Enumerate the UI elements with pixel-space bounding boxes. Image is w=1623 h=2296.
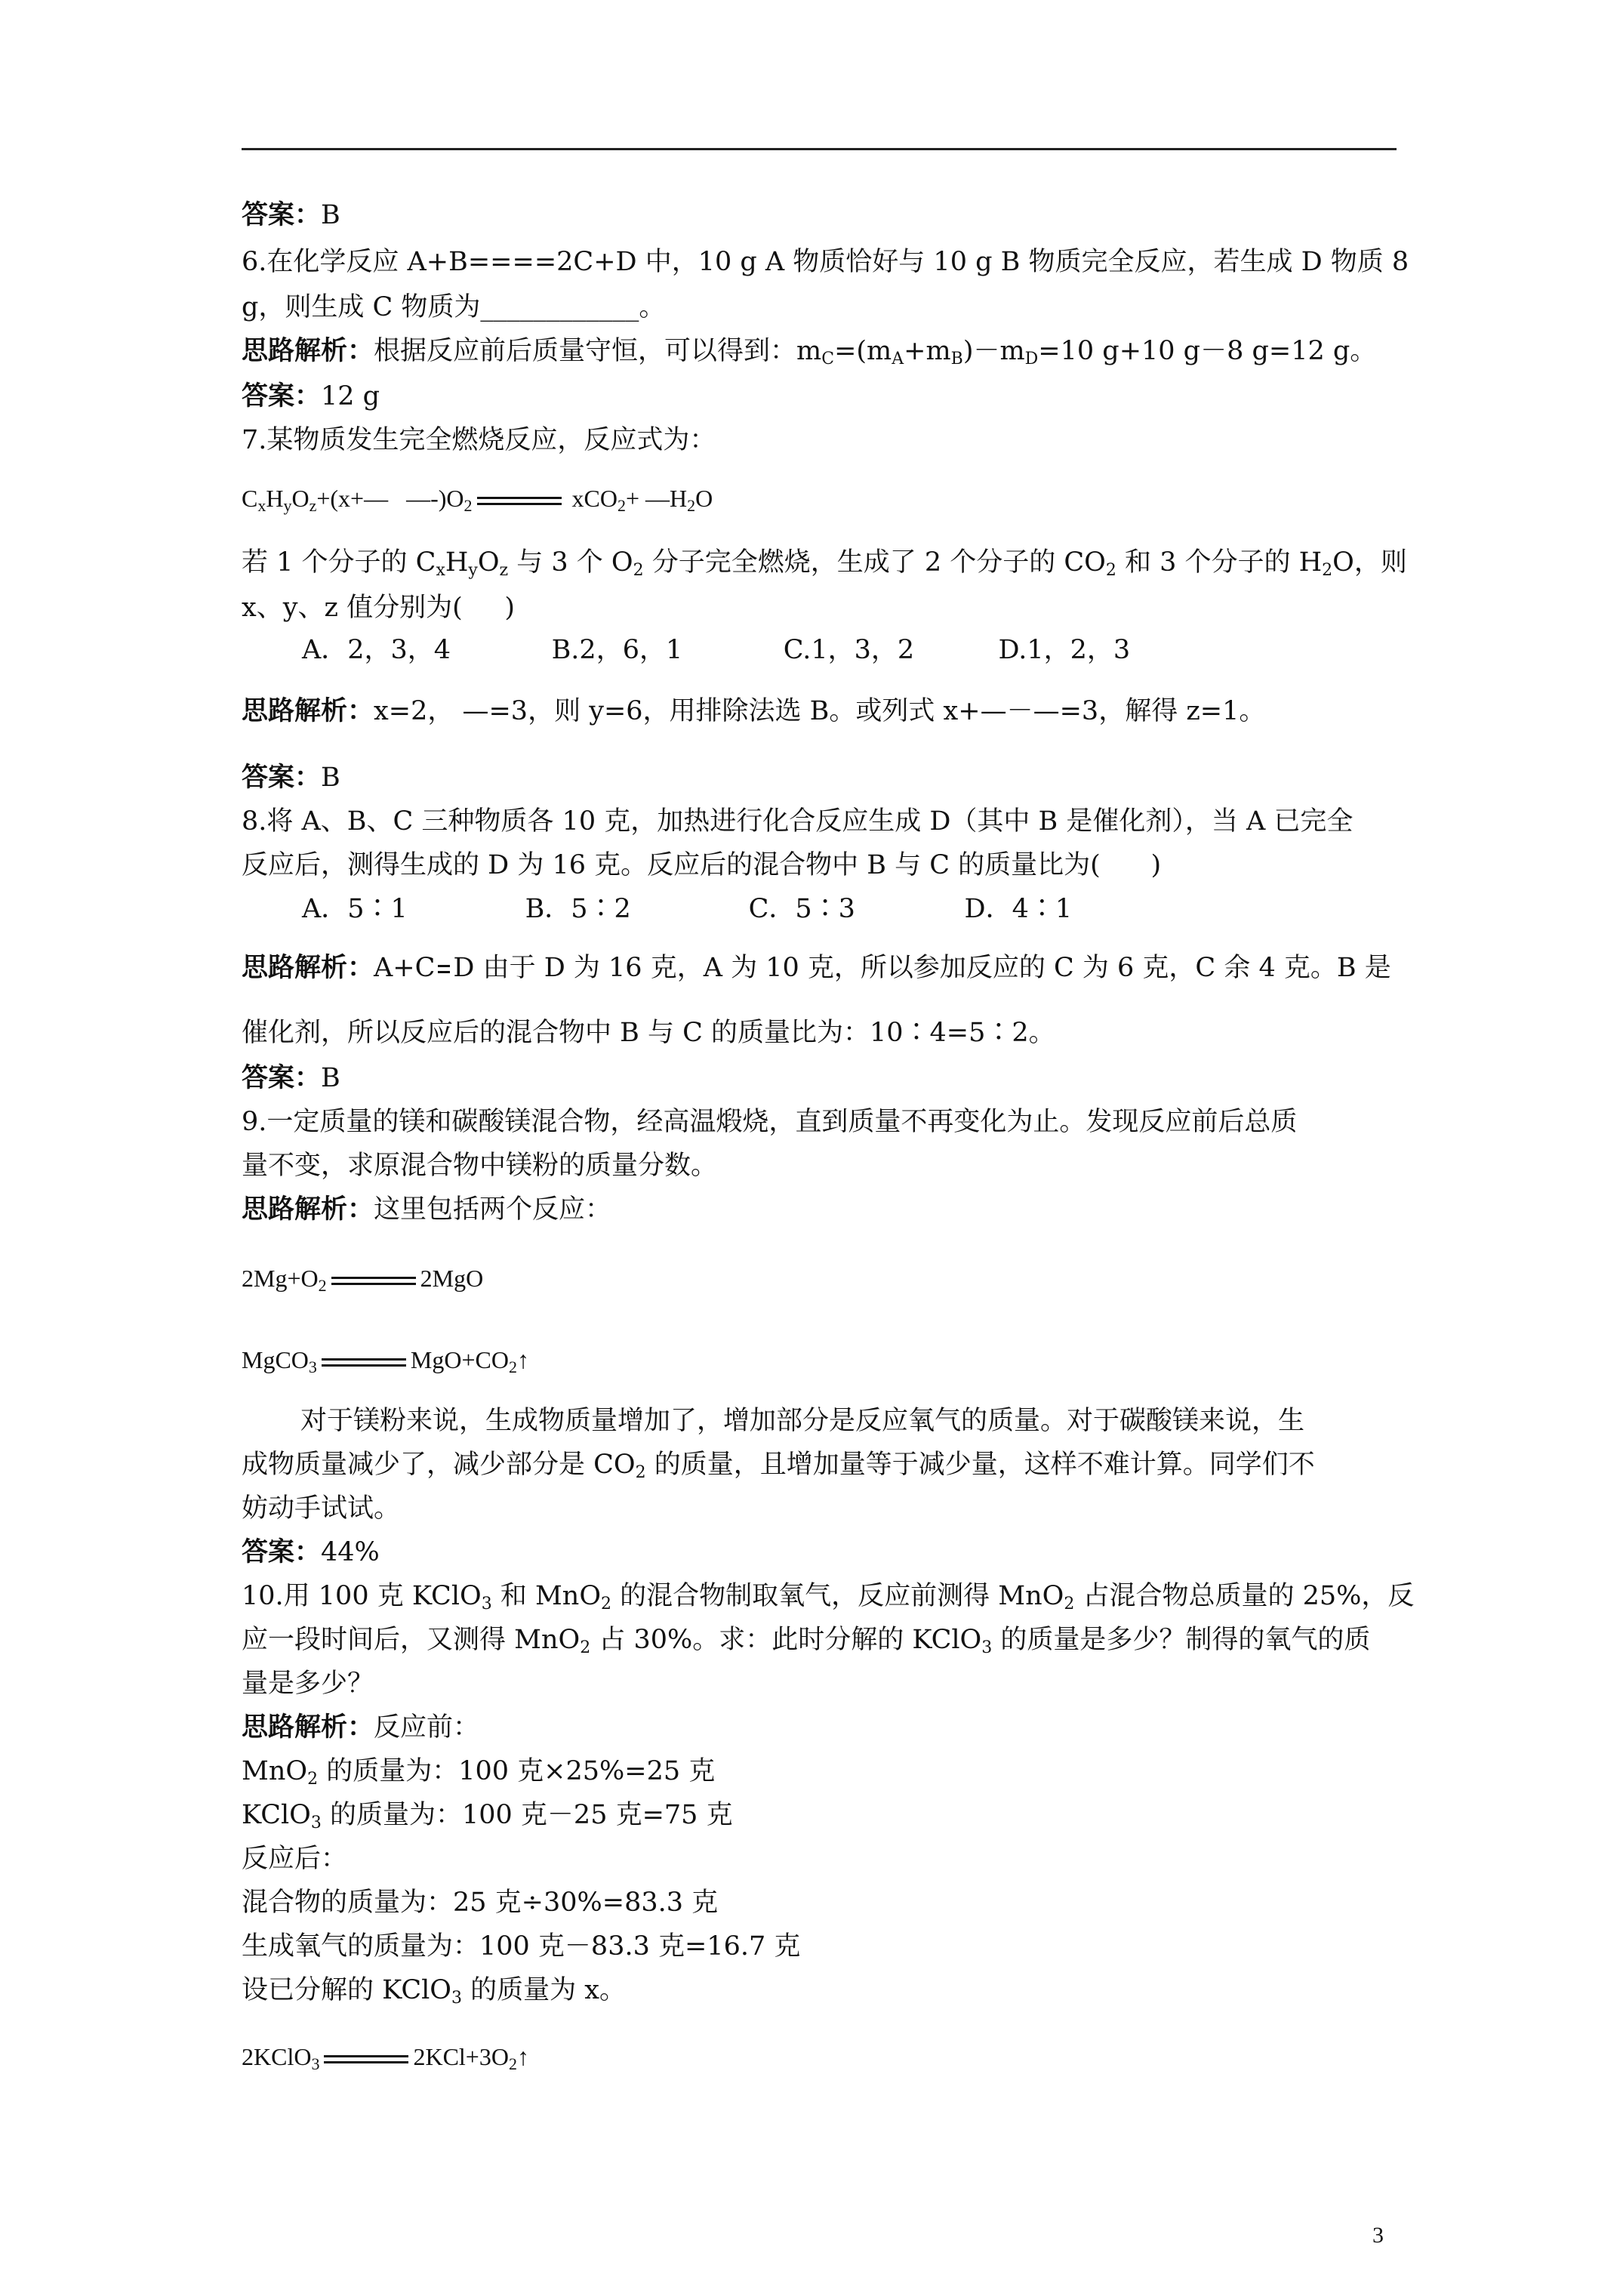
answer-label: 答案：: [242, 199, 322, 230]
subscript: 2: [580, 1638, 591, 1657]
analysis-label: 思路解析：: [242, 695, 374, 726]
subscript: y: [283, 496, 292, 515]
question-6-line-2: g，则生成 C 物质为____________。: [242, 292, 666, 322]
reaction-equals-sign: [331, 1276, 416, 1287]
question-10-line-1: [242, 1579, 1414, 1613]
text-part: 这里包括两个反应：: [374, 1194, 612, 1225]
subscript: B: [950, 350, 963, 368]
subscript: 2: [1064, 1595, 1075, 1613]
text-part: 的质量为：100 克－25 克=75 克: [321, 1800, 733, 1830]
analysis-line: [242, 334, 1376, 368]
subscript: 2: [617, 496, 626, 515]
text-part: 2KCl+3O: [413, 2043, 509, 2070]
subscript: z: [499, 561, 509, 580]
text-part: 的质量为 x。: [462, 1975, 627, 2005]
analysis-label: 思路解析：: [242, 952, 374, 983]
text-part: H: [266, 485, 284, 512]
reaction-equals-sign: [438, 964, 450, 975]
text-part: 2Mg+O: [242, 1265, 319, 1292]
text-part: KClO: [242, 1800, 311, 1830]
subscript: 3: [451, 1989, 463, 2008]
text-part: O: [291, 485, 310, 512]
subscript: 2: [635, 1463, 646, 1482]
text-part: 和 3 个分子的 H: [1116, 547, 1323, 578]
decomposition-equation: [242, 2042, 529, 2072]
answer-line: [242, 380, 380, 413]
text-part: 和 MnO: [491, 1581, 602, 1611]
explanation-line-3: 妨动手试试。: [242, 1493, 401, 1524]
question-10-line-3: 量是多少？: [242, 1669, 374, 1699]
text-part: 的质量，且增加量等于减少量，这样不难计算。同学们不: [645, 1450, 1315, 1480]
explanation-line-2: [242, 1448, 1315, 1481]
text-part: 占 30%。求：此时分解的 KClO: [590, 1625, 982, 1655]
answer-line: [242, 761, 340, 794]
subscript: 2: [1105, 561, 1116, 580]
answer-value: 12 g: [321, 381, 380, 411]
analysis-label: 思路解析：: [242, 1712, 374, 1743]
subscript: 2: [508, 2054, 517, 2073]
subscript: 2: [508, 1358, 517, 1376]
explanation-line-1: 对于镁粉来说，生成物质量增加了，增加部分是反应氧气的质量。对于碳酸镁来说，生: [300, 1406, 1305, 1436]
text-part: MgO+CO: [410, 1346, 509, 1373]
analysis-line-2: 催化剂，所以反应后的混合物中 B 与 C 的质量比为：10∶4=5∶2。: [242, 1018, 1055, 1048]
question-7-line-2: [242, 546, 1407, 579]
calc-line-oxygen: 生成氧气的质量为：100 克－83.3 克=16.7 克: [242, 1931, 801, 1962]
text-part: x=2， —=3，则 y=6，用排除法选 B。或列式 x+—－—=3，解得 z=1。: [374, 696, 1266, 726]
calc-line-mixture: 混合物的质量为：25 克÷30%=83.3 克: [242, 1888, 719, 1918]
text-part: =10 g+10 g－8 g=12 g。: [1038, 336, 1377, 366]
subscript: C: [821, 350, 835, 368]
analysis-label: 思路解析：: [242, 335, 374, 366]
answer-line: [242, 1536, 380, 1569]
text-part: )－m: [962, 336, 1025, 366]
text-part: 与 3 个 O: [508, 547, 633, 578]
subscript: 3: [481, 1595, 492, 1613]
text-part: 2KClO: [242, 2043, 312, 2070]
text-part: O: [477, 547, 500, 578]
subscript: 2: [307, 1770, 319, 1789]
question-10-line-2: [242, 1623, 1370, 1657]
answer-value: B: [321, 200, 340, 230]
question-8-line-2: 反应后，测得生成的 D 为 16 克。反应后的混合物中 B 与 C 的质量比为( ): [242, 850, 1162, 880]
answer-label: 答案：: [242, 1536, 322, 1567]
subscript: 2: [601, 1595, 612, 1613]
combustion-equation: [242, 483, 713, 513]
text-part: 10.用 100 克 KClO: [242, 1581, 482, 1611]
text-part: 设已分解的 KClO: [242, 1975, 452, 2005]
subscript: 2: [633, 561, 644, 580]
text-part: 的质量是多少？制得的氧气的质: [992, 1625, 1371, 1655]
text-part: 成物质量减少了，减少部分是 CO: [242, 1450, 636, 1480]
text-part: ↑: [516, 2043, 529, 2070]
calc-line-assume: [242, 1974, 626, 2007]
subscript: 3: [310, 1814, 322, 1832]
text-part: MnO: [242, 1756, 308, 1786]
reaction-equals-sign: [324, 2054, 408, 2065]
text-part: 根据反应前后质量守恒，可以得到：m: [374, 336, 822, 366]
text-part: 2MgO: [420, 1265, 484, 1292]
subscript: 2: [463, 496, 473, 515]
question-7-line-1: 7.某物质发生完全燃烧反应，反应式为：: [242, 425, 716, 455]
text-part: + —H: [625, 485, 688, 512]
text-part: ↑: [516, 1346, 529, 1373]
text-part: 的混合物制取氧气，反应前测得 MnO: [611, 1581, 1064, 1611]
text-part: C: [242, 485, 258, 512]
answer-value: B: [321, 1063, 340, 1093]
text-part: +m: [904, 336, 951, 366]
text-part: 反应前：: [374, 1712, 480, 1743]
text-part: 若 1 个分子的 C: [242, 547, 436, 578]
answer-label: 答案：: [242, 1062, 322, 1093]
header-rule: [242, 148, 1397, 150]
question-8-options: A．5∶1 B．5∶2 C．5∶3 D．4∶1: [302, 894, 1073, 924]
carbonate-equation: [242, 1345, 529, 1375]
analysis-line: [242, 951, 1391, 985]
text-part: 占混合物总质量的 25%，反: [1074, 1581, 1415, 1611]
answer-line: [242, 199, 340, 232]
subscript: 3: [981, 1638, 993, 1657]
text-part: O: [695, 485, 713, 512]
analysis-label: 思路解析：: [242, 1194, 374, 1225]
text-part: 的质量为：100 克×25%=25 克: [318, 1756, 716, 1786]
text-part: H: [445, 547, 469, 578]
subscript: 2: [1322, 561, 1333, 580]
subscript: 2: [318, 1276, 327, 1295]
question-8-line-1: 8.将 A、B、C 三种物质各 10 克，加热进行化合反应生成 D（其中 B 是催化剂），当 A 已完全: [242, 806, 1354, 837]
subscript: 3: [308, 1358, 317, 1376]
reaction-equals-sign: [322, 1358, 406, 1368]
analysis-line: [242, 1711, 479, 1744]
text-part: 分子完全燃烧，生成了 2 个分子的 CO: [643, 547, 1106, 578]
subscript: x: [436, 561, 445, 580]
text-part: O，则: [1332, 547, 1407, 578]
question-7-line-3: x、y、z 值分别为( ): [242, 593, 516, 623]
answer-line: [242, 1062, 340, 1095]
analysis-line: [242, 695, 1265, 728]
subscript: 2: [687, 496, 696, 515]
calc-line-mno2: [242, 1755, 715, 1788]
subscript: D: [1024, 350, 1039, 368]
question-6-line-1: 6.在化学反应 A+B====2C+D 中，10 g A 物质恰好与 10 g B 物质完全反应，若生成 D 物质 8: [242, 247, 1409, 277]
answer-label: 答案：: [242, 381, 322, 411]
analysis-line: [242, 1193, 611, 1226]
calc-line-after: 反应后：: [242, 1844, 348, 1874]
subscript: x: [257, 496, 266, 515]
text-part: +(x+— —-)O: [316, 485, 464, 512]
subscript: A: [892, 350, 904, 368]
question-7-options: A．2，3，4 B.2，6，1 C.1，3，2 D.1，2，3: [302, 635, 1131, 665]
question-9-line-2: 量不变，求原混合物中镁粉的质量分数。: [242, 1151, 718, 1181]
text-part: =(m: [834, 336, 892, 366]
text-part: D 由于 D 为 16 克，A 为 10 克，所以参加反应的 C 为 6 克，C 余 4 克。B 是: [453, 953, 1391, 983]
answer-label: 答案：: [242, 762, 322, 793]
page-number: 3: [1372, 2223, 1384, 2248]
reaction-equals-sign: [477, 496, 562, 507]
subscript: 3: [311, 2054, 320, 2073]
magnesium-equation: [242, 1263, 483, 1293]
answer-value: 44%: [321, 1537, 380, 1567]
text-part: A+C: [374, 953, 436, 983]
answer-value: B: [321, 763, 340, 793]
text-part: xCO: [565, 485, 617, 512]
text-part: 应一段时间后，又测得 MnO: [242, 1625, 581, 1655]
subscript: y: [468, 561, 478, 580]
subscript: z: [309, 496, 317, 515]
question-9-line-1: 9.一定质量的镁和碳酸镁混合物，经高温煅烧，直到质量不再变化为止。发现反应前后总质: [242, 1107, 1298, 1137]
text-part: MgCO: [242, 1346, 309, 1373]
calc-line-kclo3: [242, 1798, 733, 1832]
